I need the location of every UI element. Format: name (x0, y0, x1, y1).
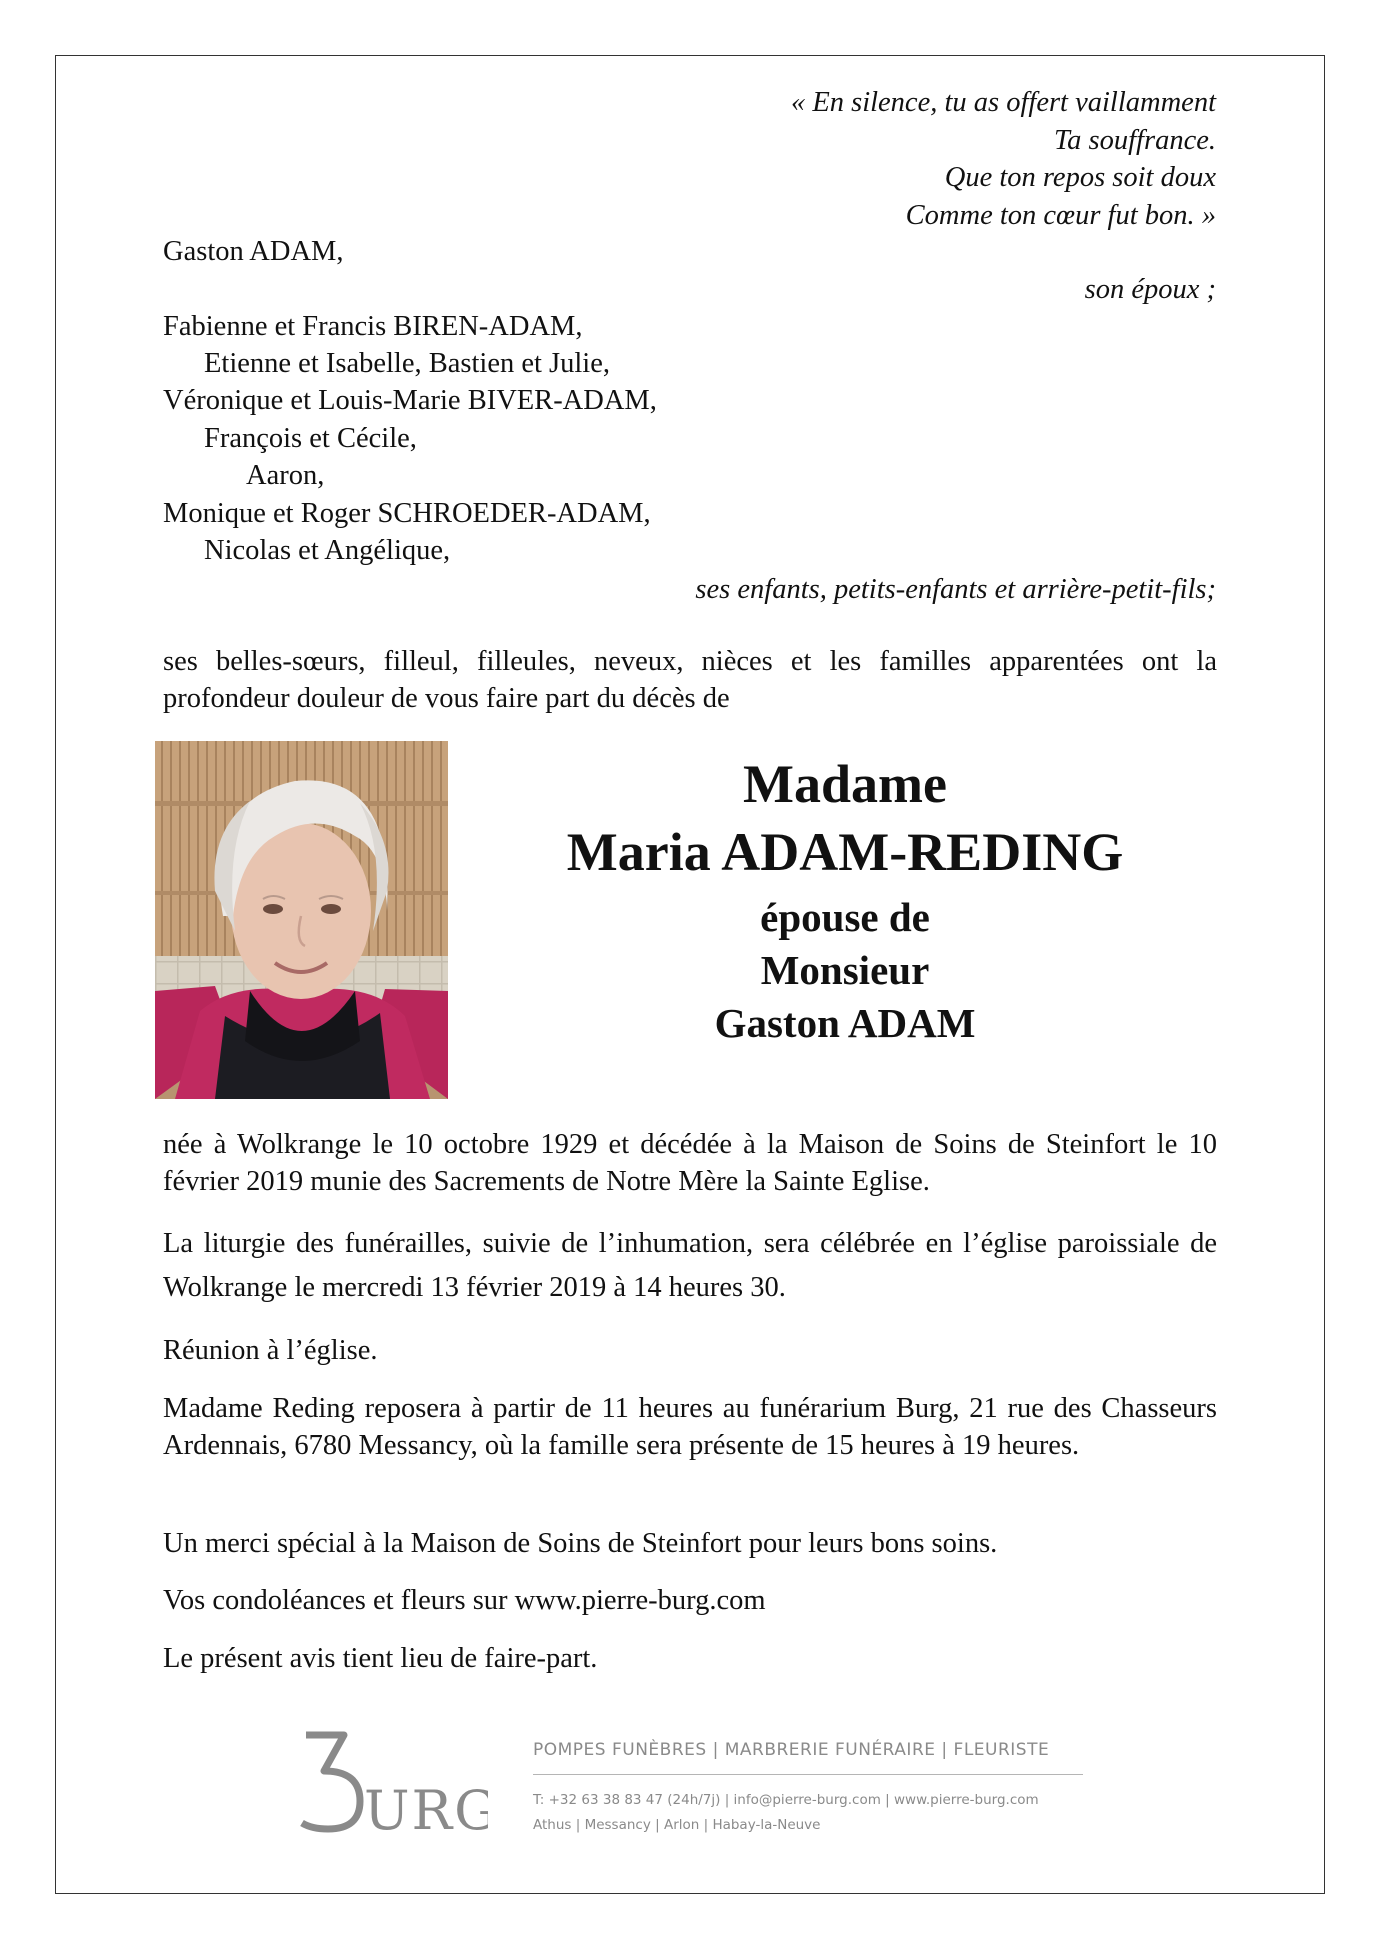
poem-line-2: Ta souffrance. (1053, 124, 1216, 156)
footer-locations: Athus | Messancy | Arlon | Habay-la-Neuve (533, 1817, 821, 1833)
husband-title: Monsieur (760, 947, 930, 993)
family-line-7: Nicolas et Angélique, (204, 535, 451, 566)
footer-divider (533, 1774, 1083, 1775)
deceased-name: Maria ADAM-REDING (566, 822, 1124, 882)
spouse-name: Gaston ADAM, (163, 236, 344, 267)
spouse-role: son époux ; (1084, 274, 1216, 305)
condolences-paragraph: Vos condoléances et fleurs sur www.pierre-burg.com (163, 1585, 766, 1616)
poem-line-3: Que ton repos soit doux (944, 162, 1216, 193)
family-line-3: Véronique et Louis-Marie BIVER-ADAM, (163, 385, 657, 416)
announcement: ses belles-sœurs, filleul, filleules, neveux, nièces et les familles apparentées ont la profondeur douleur de vous faire part du décès de (163, 646, 1217, 714)
poem-line-1: « En silence, tu as offert vaillamment (790, 87, 1216, 118)
footer-contact: T: +32 63 38 83 47 (24h/7j) | info@pierre-burg.com | www.pierre-burg.com (533, 1792, 1039, 1808)
meeting-paragraph: Réunion à l’église. (163, 1335, 378, 1366)
thanks-paragraph: Un merci spécial à la Maison de Soins de Steinfort pour leurs bons soins. (163, 1528, 998, 1559)
portrait-illustration (155, 741, 448, 1099)
deceased-relation: épouse de (760, 894, 930, 940)
poem-line-4: Comme ton cœur fut bon. » (905, 199, 1216, 231)
footer-services: POMPES FUNÈBRES | MARBRERIE FUNÉRAIRE | FLEURISTE (533, 1740, 1050, 1760)
funeral-paragraph: La liturgie des funérailles, suivie de l’inhumation, sera célébrée en l’église paroissiale de Wolkrange le mercredi 13 février 2019 à 14 heures 30. (163, 1228, 1217, 1303)
family-line-1: Fabienne et Francis BIREN-ADAM, (163, 311, 583, 342)
family-line-6: Monique et Roger SCHROEDER-ADAM, (163, 498, 651, 529)
deceased-title: Madame (743, 754, 947, 814)
family-line-2: Etienne et Isabelle, Bastien et Julie, (204, 348, 610, 379)
funerarium-paragraph: Madame Reding reposera à partir de 11 heures au funérarium Burg, 21 rue des Chasseurs Ardennais, 6780 Messancy, où la famille sera présente de 15 heures à 19 heures. (163, 1393, 1217, 1461)
svg-text:URG: URG (364, 1779, 488, 1835)
husband-name: Gaston ADAM (714, 1000, 976, 1046)
portrait-photo (155, 741, 448, 1099)
notice-paragraph: Le présent avis tient lieu de faire-part. (163, 1643, 598, 1674)
family-line-4: François et Cécile, (204, 423, 417, 454)
poem (791, 84, 1216, 234)
birth-death-paragraph: née à Wolkrange le 10 octobre 1929 et décédée à la Maison de Soins de Steinfort le 10 février 2019 munie des Sacrements de Notre Mère la Sainte Eglise. (163, 1129, 1217, 1197)
burg-logo (298, 1725, 488, 1840)
burg-logo-mark (298, 1725, 488, 1835)
family-line-5: Aaron, (246, 460, 325, 491)
family-role: ses enfants, petits-enfants et arrière-petit-fils; (695, 574, 1216, 605)
